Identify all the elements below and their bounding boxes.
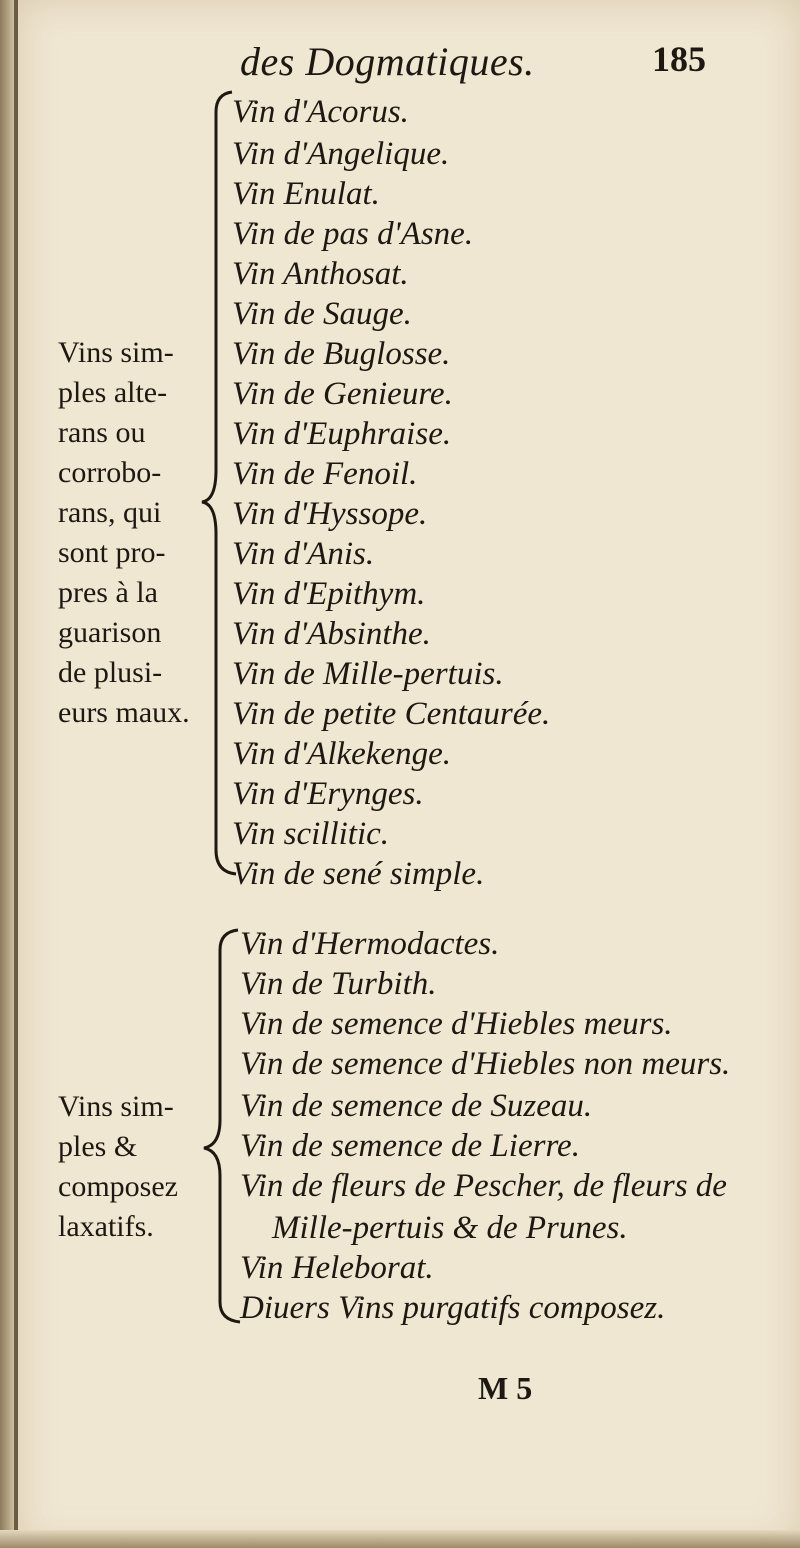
section2-side-line: laxatifs. (58, 1210, 154, 1243)
section1-entry: Vin de Genieure. (232, 376, 453, 412)
section1-entry: Vin d'Euphraise. (232, 416, 452, 452)
section2-entry: Diuers Vins purgatifs composez. (240, 1290, 666, 1326)
section2-side-line: ples & (58, 1130, 138, 1163)
section2-entry: Vin de semence de Lierre. (240, 1128, 580, 1164)
section1-side-line: ples alte- (58, 376, 168, 409)
section1-entry: Vin de pas d'Asne. (232, 216, 474, 252)
section1-side-line: Vins sim- (58, 336, 174, 369)
section1-entry: Vin scillitic. (232, 816, 390, 852)
section2-entry: Vin de semence de Suzeau. (240, 1088, 593, 1124)
section1-brace (202, 92, 236, 874)
section1-entry: Vin d'Absinthe. (232, 616, 431, 652)
section2-entry: Vin de semence d'Hiebles meurs. (240, 1006, 673, 1042)
section1-entry: Vin d'Erynges. (232, 776, 424, 812)
section2-entry: Vin de semence d'Hiebles non meurs. (240, 1046, 731, 1082)
section1-entry: Vin Anthosat. (232, 256, 409, 292)
section1-entry: Vin de sené simple. (232, 856, 485, 892)
section1-entry: Vin de petite Centaurée. (232, 696, 551, 732)
section1-entry: Vin de Mille-pertuis. (232, 656, 504, 692)
section1-entry: Vin d'Angelique. (232, 136, 450, 172)
section2-entry: Vin de Turbith. (240, 966, 437, 1002)
section2-side-line: composez (58, 1170, 178, 1203)
section1-side-line: rans ou (58, 416, 146, 449)
section2-entry: Vin Heleborat. (240, 1250, 434, 1286)
section1-side-line: rans, qui (58, 496, 162, 529)
section2-entry: Vin d'Hermodactes. (240, 926, 500, 962)
section1-side-line: de plusi- (58, 656, 163, 689)
running-title: des Dogmatiques. (240, 39, 535, 84)
section2-side-line: Vins sim- (58, 1090, 174, 1123)
section2-brace (204, 930, 240, 1322)
section1-entry: Vin Enulat. (232, 176, 380, 212)
section1-entry: Vin de Buglosse. (232, 336, 451, 372)
section1-entry: Vin d'Epithym. (232, 576, 426, 612)
section1-side-line: guarison (58, 616, 162, 649)
section2-entry-continuation: Mille-pertuis & de Prunes. (272, 1210, 628, 1246)
section1-entry: Vin de Fenoil. (232, 456, 418, 492)
section2-entry: Vin de fleurs de Pescher, de fleurs de (240, 1168, 727, 1204)
section1-side-line: corrobo- (58, 456, 162, 489)
section1-side-line: pres à la (58, 576, 158, 609)
section1-side-line: sont pro- (58, 536, 166, 569)
page-number: 185 (652, 39, 706, 79)
section1-side-line: eurs maux. (58, 696, 190, 729)
signature-mark: M 5 (478, 1370, 533, 1406)
section1-entry: Vin d'Acorus. (232, 94, 409, 130)
section1-entry: Vin d'Alkekenge. (232, 736, 451, 772)
section1-entry: Vin d'Anis. (232, 536, 375, 572)
section1-entry: Vin d'Hyssope. (232, 496, 428, 532)
section1-entry: Vin de Sauge. (232, 296, 412, 332)
